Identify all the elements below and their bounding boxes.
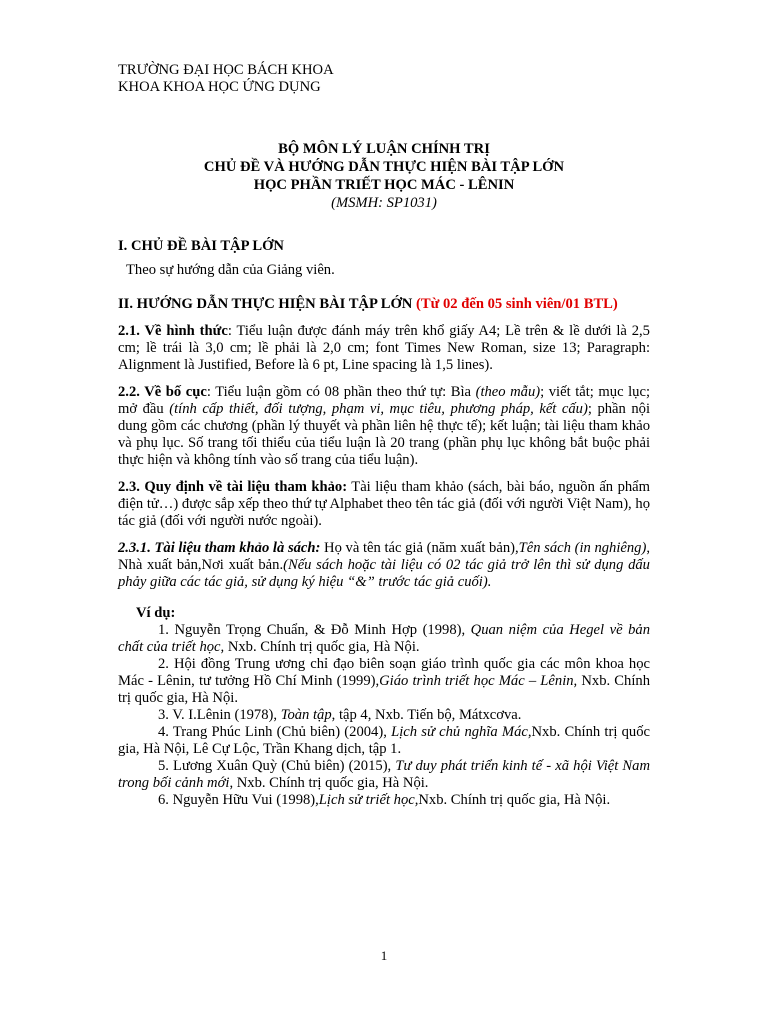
section2-2-paragraph [118,384,650,469]
section2-3-1-italic-1: Tên sách (in nghiêng) [518,540,647,556]
section2-1-paragraph [118,323,650,374]
section2-2-italic-2: (tính cấp thiết, đối tượng, phạm vi, mục tiêu, phương pháp, kết cấu) [169,401,588,417]
page-number: 1 [380,948,388,963]
section2-heading [118,296,650,313]
section2-3-1-text-1: Họ và tên tác giả (năm xuất bản), [320,540,519,556]
section1-heading: I. CHỦ ĐỀ BÀI TẬP LỚN [118,238,284,254]
document-title: CHỦ ĐỀ VÀ HƯỚNG DẪN THỰC HIỆN BÀI TẬP LỚN [203,159,565,175]
examples-label: Ví dụ: [136,605,176,621]
department-title: BỘ MÔN LÝ LUẬN CHÍNH TRỊ [278,141,490,157]
section2-3-1-paragraph [118,540,650,591]
section2-3-label: 2.3. Quy định về tài liệu tham khảo: [118,479,348,495]
section2-heading-text: II. HƯỚNG DẪN THỰC HIỆN BÀI TẬP LỚN [118,296,413,312]
reference-item: 3. V. I.Lênin (1978), Toàn tập, tập 4, Nxb. Tiến bộ, Mátxcơva. [158,707,522,723]
section2-2-text-1: : Tiểu luận gồm có 08 phần theo thứ tự: Bìa [206,384,476,400]
reference-item: 6. Nguyễn Hữu Vui (1998),Lịch sử triết học,Nxb. Chính trị quốc gia, Hà Nội. [158,792,611,808]
section2-3-1-italic-2: (Nếu sách hoặc tài liệu có 02 tác giả trở lên thì sử dụng dấu phảy giữa các tác giả, sử dụng ký hiệu “&” trước tác giả cuối). [118,557,650,590]
document-header [118,62,650,96]
course-title: HỌC PHẦN TRIẾT HỌC MÁC - LÊNIN [253,177,515,193]
reference-item: 4. Trang Phúc Linh (Chủ biên) (2004), Lịch sử chủ nghĩa Mác,Nxb. Chính trị quốc gia, Hà Nội, Lê Cự Lộc, Trần Khang dịch, tập 1. [118,724,650,757]
document-page [118,62,650,809]
section2-1-text: : Tiểu luận được đánh máy trên khổ giấy A4; Lề trên & lề dưới là 2,5 cm; lề trái là 3,0 cm; lề phải là 2,0 cm; font Times New Roman, size 13; Paragraph: Alignment là Justified, Before là 6 pt, Line spacing là 1,5 lines). [118,323,650,373]
reference-item: 5. Lương Xuân Quỳ (Chủ biên) (2015), Tư duy phát triển kinh tế - xã hội Việt Nam trong bối cảnh mới, Nxb. Chính trị quốc gia, Hà Nội. [118,758,651,791]
section2-3-paragraph [118,479,650,530]
section2-2-text-2: ; viết tắt; mục lục; mở đầu [118,384,650,417]
section1-text: Theo sự hướng dẫn của Giảng viên. [126,262,335,278]
reference-list [118,622,650,809]
section2-3-1-label: 2.3.1. Tài liệu tham khảo là sách: [118,540,321,556]
reference-item: 2. Hội đồng Trung ương chỉ đạo biên soạn giáo trình quốc gia các môn khoa học Mác - Lênin, tư tưởng Hồ Chí Minh (1999),Giáo trình triết học Mác – Lênin, Nxb. Chính trị quốc gia, Hà Nội. [118,656,650,706]
faculty-name: KHOA KHOA HỌC ỨNG DỤNG [118,79,321,95]
section2-2-italic-1: (theo mẫu) [475,384,541,400]
section2-3-text: Tài liệu tham khảo (sách, bài báo, nguồn ấn phẩm điện tử…) được sắp xếp theo thứ tự Alphabet theo tên tác giả (đối với người Việt Nam), họ tác giả (đối với người nước ngoài). [118,479,650,529]
section2-3-1-text-2: , Nhà xuất bản,Nơi xuất bản. [118,540,650,573]
course-code: (MSMH: SP1031) [331,195,437,211]
university-name: TRƯỜNG ĐẠI HỌC BÁCH KHOA [118,62,334,78]
section2-1-label: 2.1. Về hình thức [118,323,228,339]
reference-item: 1. Nguyễn Trọng Chuẩn, & Đỗ Minh Hợp (1998), Quan niệm của Hegel về bản chất của triết học, Nxb. Chính trị quốc gia, Hà Nội. [118,622,650,655]
section2-2-text-3: ; phần nội dung gồm các chương (phần lý thuyết và phần liên hệ thực tế); kết luận; tài liệu tham khảo và phụ lục. Số trang tối thiểu của tiểu luận là 20 trang (phần phụ lục không bắt buộc phải thực hiện và không tính vào số trang của tiểu luận). [118,401,651,468]
section2-2-label: 2.2. Về bố cục [118,384,207,400]
document-title-block [118,140,650,212]
section2-heading-note: (Từ 02 đến 05 sinh viên/01 BTL) [416,296,618,312]
